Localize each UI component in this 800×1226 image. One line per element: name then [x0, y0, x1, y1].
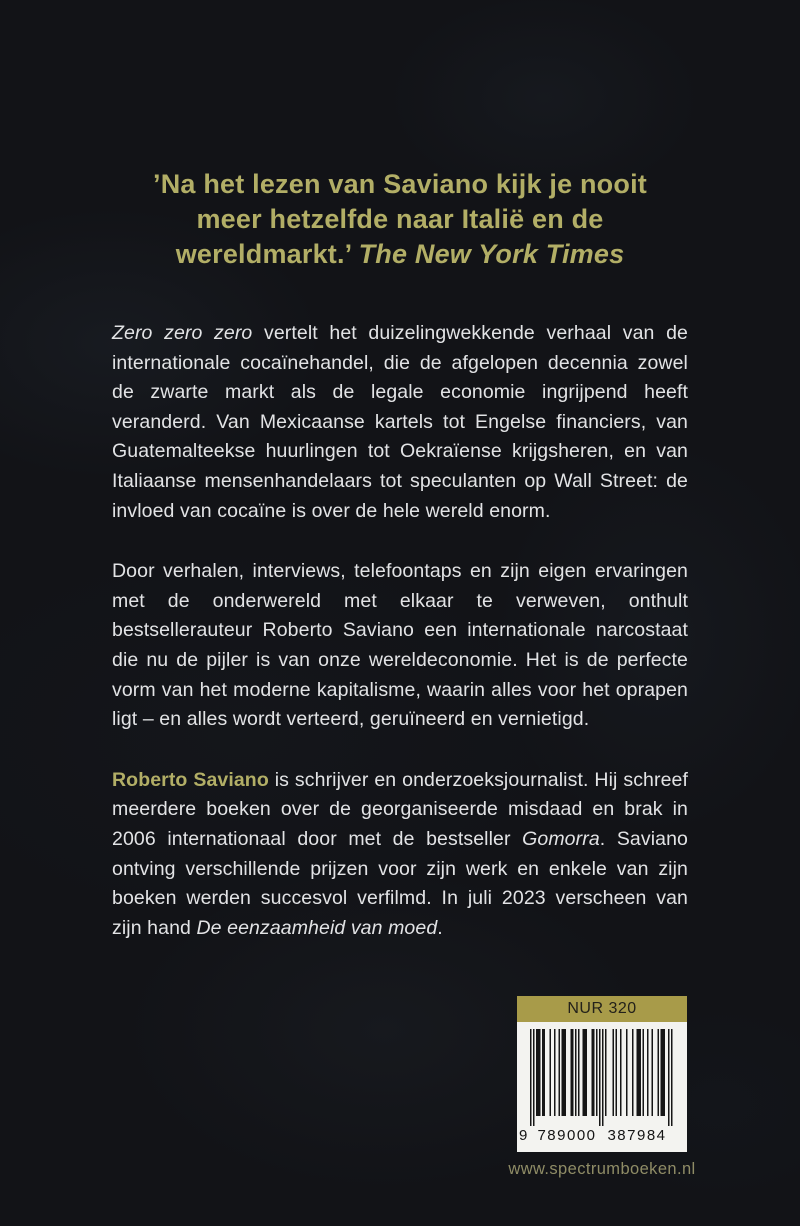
text-segment: is schrijver en onderzoeksjournalist. Hij schreef meerdere boeken over de georganiseerde misdaad en brak in 2006 internationaal door met de bestseller [112, 768, 688, 850]
isbn-digit-group-2: 789000 [537, 1127, 597, 1144]
barcode-block [517, 996, 687, 1152]
review-quote-text: ’Na het lezen van Saviano kijk je nooit meer hetzelfde naar Italië en de wereldmarkt.’ [153, 169, 647, 269]
review-quote [120, 167, 680, 272]
text-segment: vertelt het duizelingwekkende verhaal van de internationale cocaïnehandel, die de afgelopen decennia zowel de zwarte markt als de legale economie ingrijpend heeft veranderd. Van Mexicaanse kartels tot Engelse financiers, van Guatemalteekse huurlingen tot Oekraïense krijgsheren, en van Italiaanse mensenhandelaars tot speculanten op Wall Street: de invloed van cocaïne is over de hele wereld enorm. [112, 322, 688, 522]
blurb-paragraph-1 [112, 319, 688, 526]
text-segment: Door verhalen, interviews, telefoontaps en zijn eigen ervaringen met de onderwereld met elkaar te verweven, onthult bestsellerauteur Roberto Saviano een internationale narcostaat die nu de pijler is van onze wereldeconomie. Het is de perfecte vorm van het moderne kapitalisme, waarin alles voor het oprapen ligt – en alles wordt verteerd, geruïneerd en vernietigd. [112, 560, 688, 731]
isbn-digit-group-3: 387984 [607, 1127, 667, 1144]
ean13-barcode [517, 1024, 687, 1150]
text-segment: Zero zero zero [112, 322, 253, 344]
nur-label: NUR 320 [567, 1000, 637, 1017]
blurb [112, 319, 688, 943]
text-segment: . Saviano ontving verschillende prijzen voor zijn werk en enkele van zijn boeken werden succesvol verfilmd. In juli 2023 verscheen van zijn hand [112, 827, 688, 939]
publisher-website: www.spectrumboeken.nl [508, 1160, 696, 1178]
text-segment: Gomorra [522, 827, 600, 850]
isbn-digit-group-1: 9 [519, 1127, 529, 1144]
blurb-paragraph-2 [112, 557, 688, 735]
nur-band [517, 996, 687, 1022]
text-segment: Roberto Saviano [112, 768, 269, 791]
barcode-label [517, 1022, 687, 1152]
text-segment: . [437, 916, 443, 939]
text-segment: De eenzaamheid van moed [196, 916, 438, 939]
author-bio-paragraph [112, 766, 688, 944]
review-quote-source: The New York Times [358, 239, 625, 269]
